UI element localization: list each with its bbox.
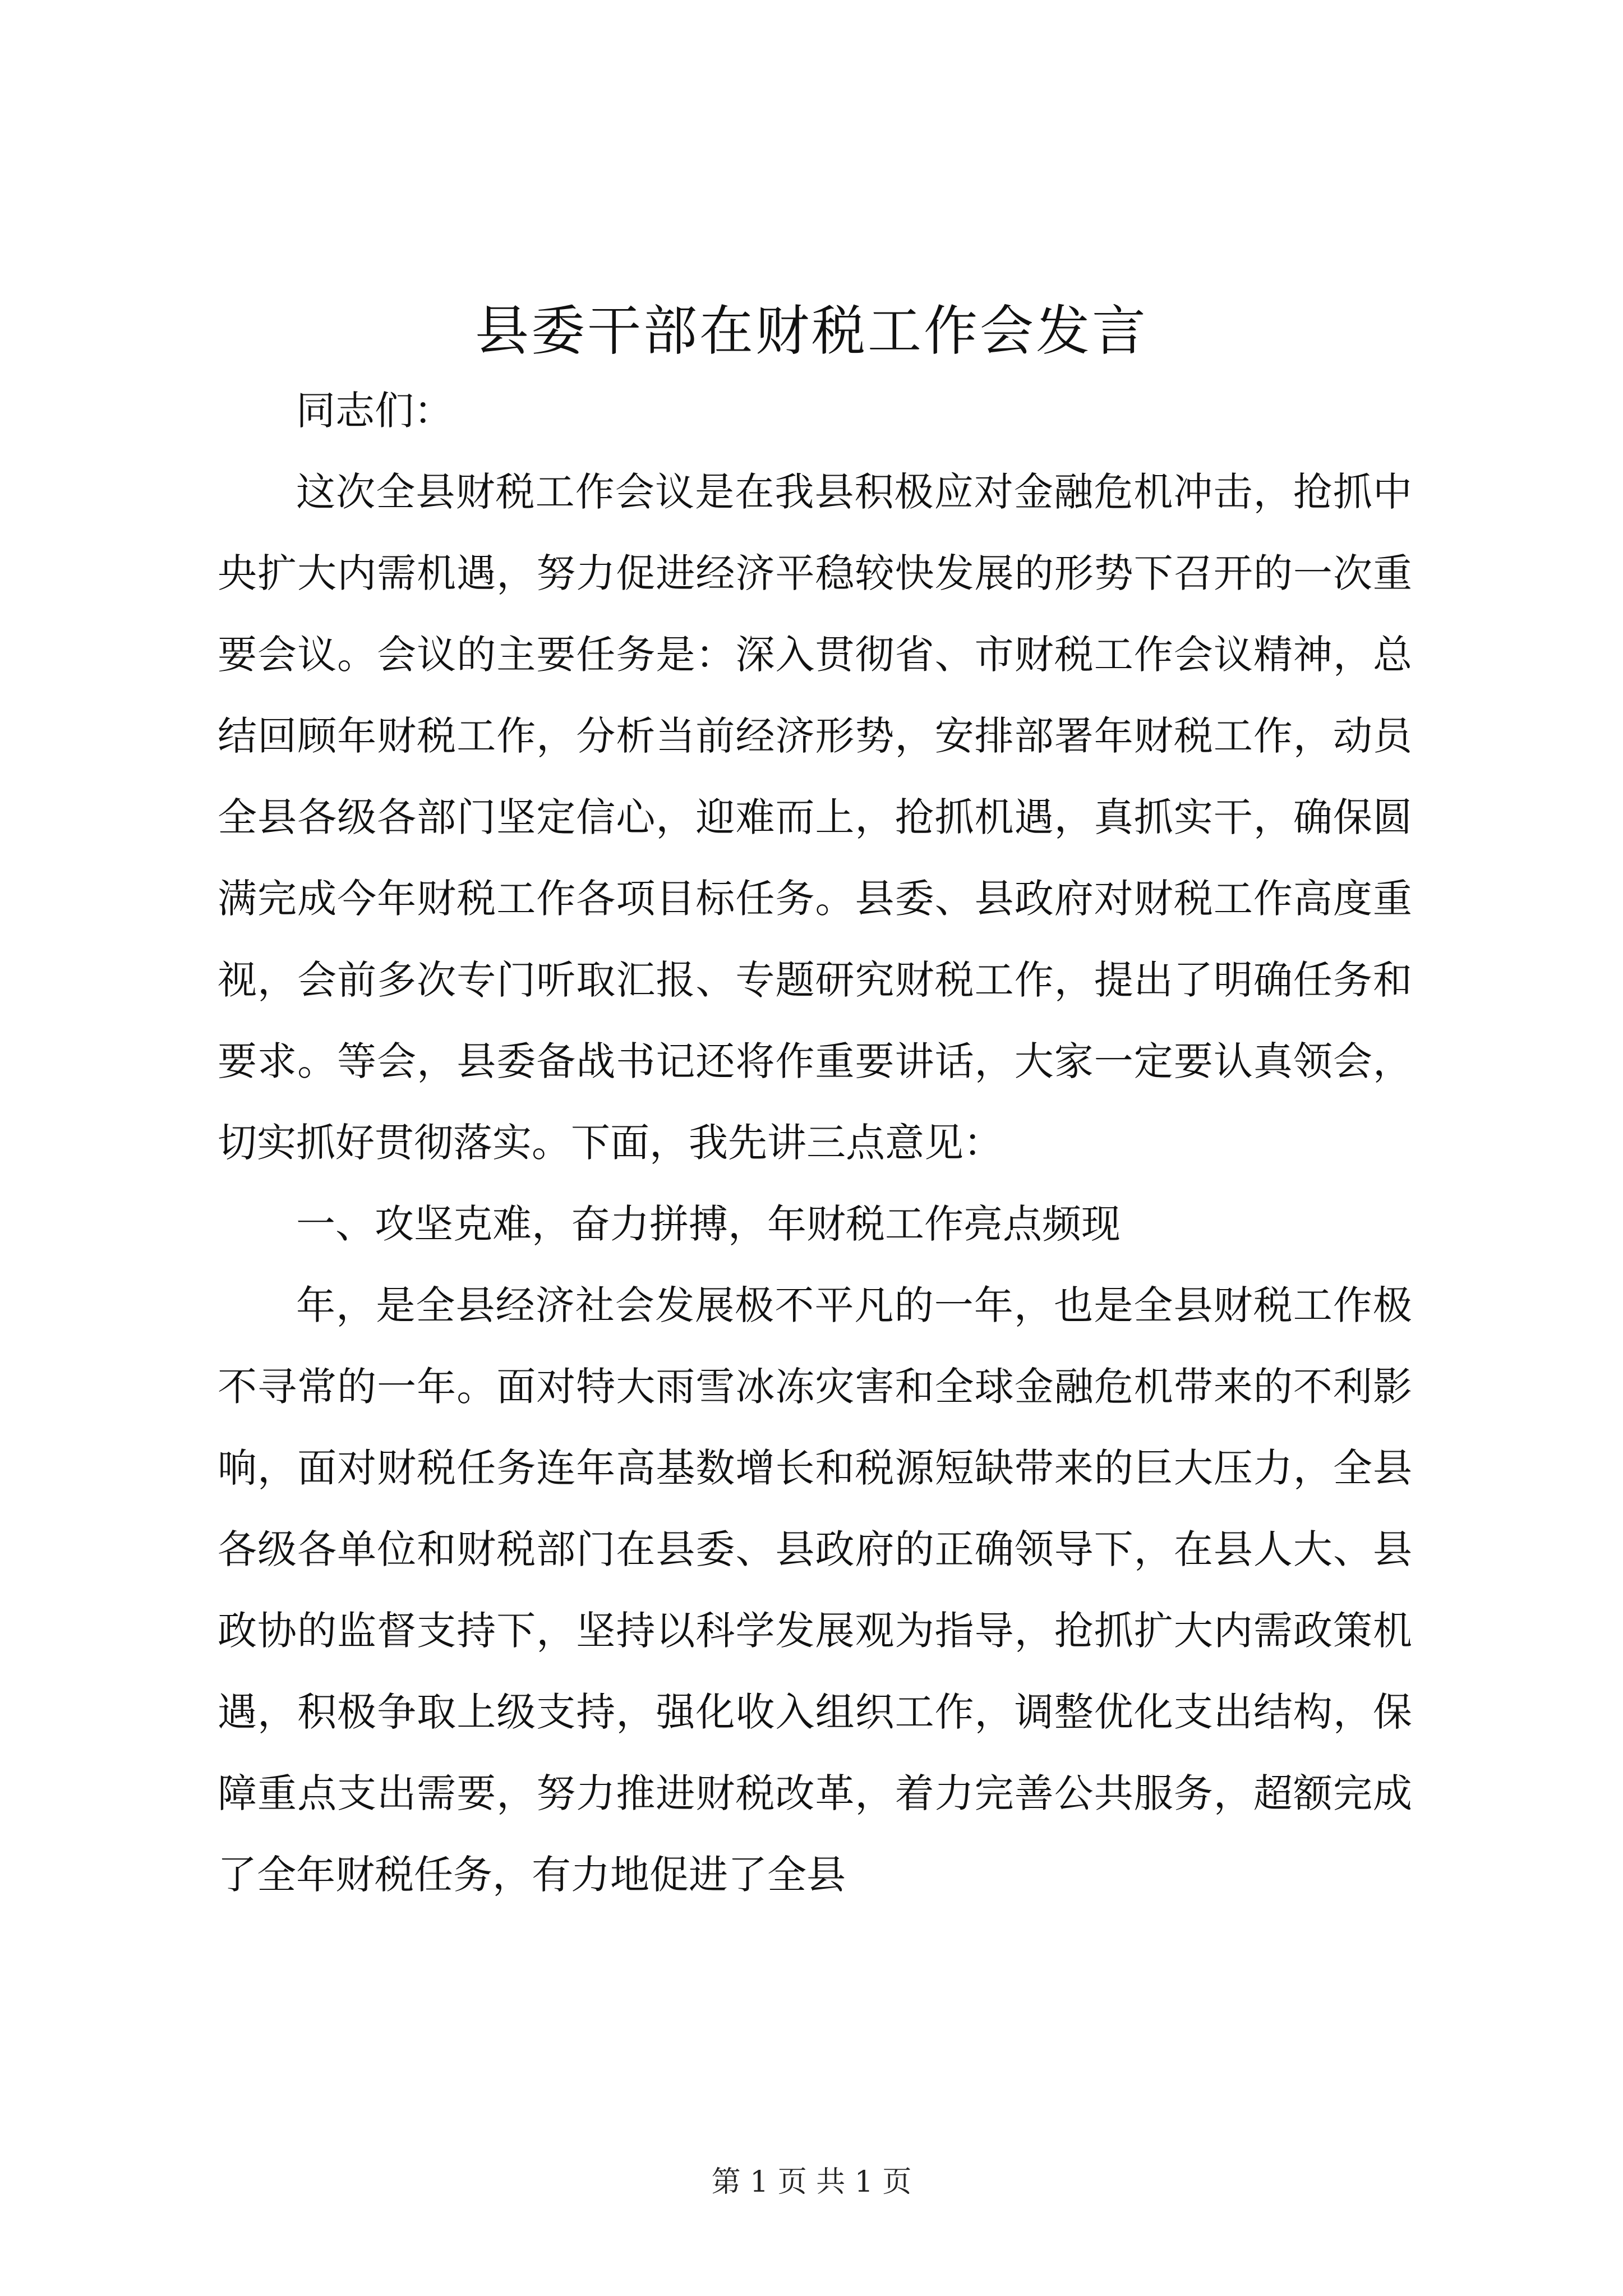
- salutation: 同志们：: [296, 388, 453, 434]
- paragraph-section-1: 年，是全县经济社会发展极不平凡的一年，也是全县财税工作极不寻常的一年。面对特大雨雪冰冻灾害和全球金融危机带来的不利影响，面对财税任务连年高基数增长和税源短缺带来的巨大压力，全县各级各单位和财税部门在县委、县政府的正确领导下，在县人大、县政协的监督支持下，坚持以科学发展观为指导，抢抓扩大内需政策机遇，积极争取上级支持，强化收入组织工作，调整优化支出结构，保障重点支出需要，努力推进财税改革，着力完善公共服务，超额完成了全年财税任务，有力地促进了全县: [218, 1282, 1412, 1898]
- document-title: 县委干部在财税工作会发言: [475, 300, 1148, 362]
- document-body: [218, 370, 1412, 1916]
- page-number-footer: 第 1 页 共 1 页: [711, 2165, 912, 2199]
- section-heading-1: 一、攻坚克难，奋力拼搏，年财税工作亮点频现: [296, 1201, 1121, 1247]
- paragraph-intro: 这次全县财税工作会议是在我县积极应对金融危机冲击，抢抓中央扩大内需机遇，努力促进经济平稳较快发展的形势下召开的一次重要会议。会议的主要任务是：深入贯彻省、市财税工作会议精神，总结回顾年财税工作，分析当前经济形势，安排部署年财税工作，动员全县各级各部门坚定信心，迎难而上，抢抓机遇，真抓实干，确保圆满完成今年财税工作各项目标任务。县委、县政府对财税工作高度重视，会前多次专门听取汇报、专题研究财税工作，提出了明确任务和要求。等会，县委备战书记还将作重要讲话，大家一定要认真领会，切实抓好贯彻落实。下面，我先讲三点意见：: [218, 469, 1412, 1166]
